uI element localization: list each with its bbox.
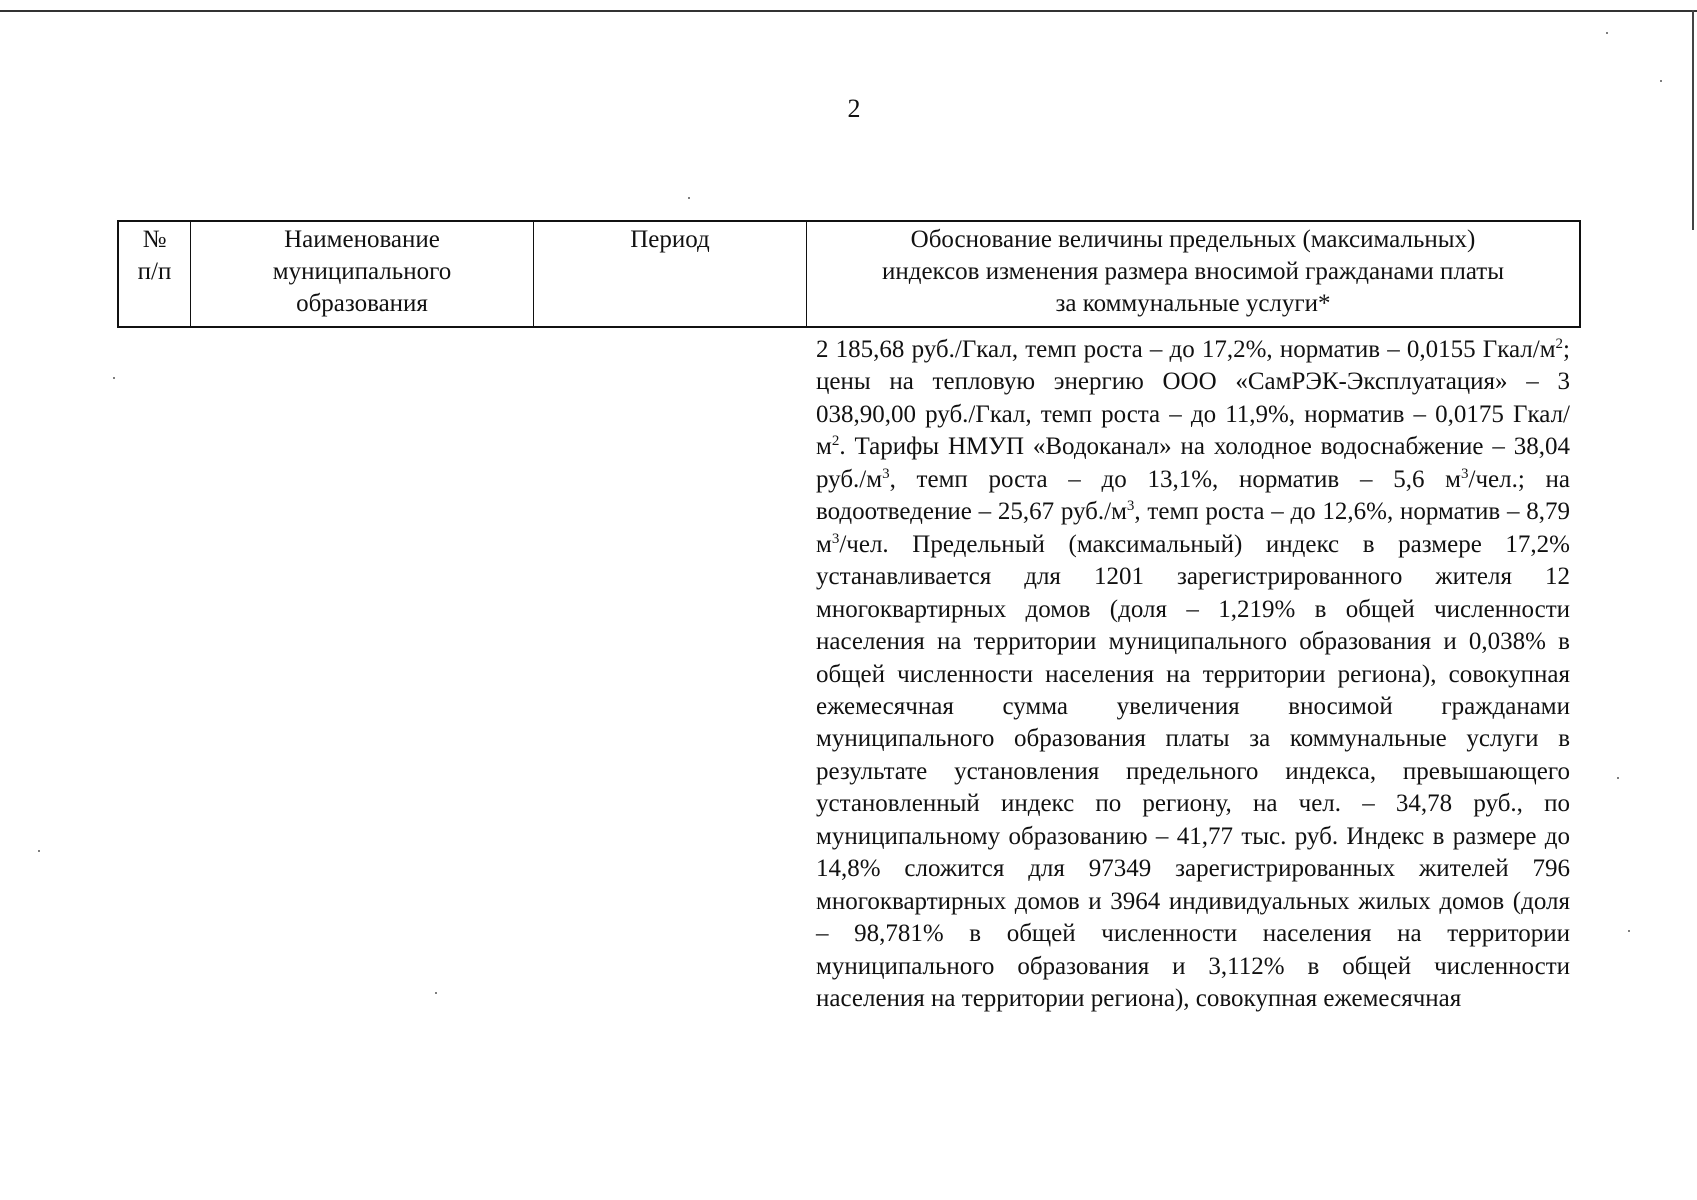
text-run: /чел. Предельный (максимальный) индекс в размере 17,2% устанавливается для 1201 зарегистрированного жителя 12 многоквартирных домов (доля – 1,219% в общей численности населения на территории муниципального образования и 0,038% в общей численности населения на территории региона), совокупная ежемесячная сумма увеличения вносимой гражданами муниципального образования платы за коммунальные услуги в результате установления предельного индекса, превышающего установленный индекс по региону, на чел. – 34,78 руб., по муниципальному образованию – 41,77 тыс. руб. Индекс в размере до 14,8% сложится для 97349 зарегистрированных жителей 796 многоквартирных домов и 3964 индивидуальных жилых домов (доля – 98,781% в общей численности населения на территории муниципального образования и 3,112% в общей численности населения на территории региона), совокупная ежемесячная — [816, 530, 1570, 1013]
superscript: 3 — [1461, 465, 1469, 482]
header-cell-number — [119, 222, 191, 326]
superscript: 2 — [831, 433, 840, 450]
header-text: п/п — [137, 258, 172, 285]
page-number: 2 — [847, 94, 861, 123]
header-text: № — [142, 226, 167, 253]
scan-speck — [688, 197, 690, 199]
scan-speck — [113, 377, 115, 379]
header-text: Период — [630, 226, 710, 253]
header-cell-basis — [807, 222, 1579, 326]
text-run: ; цены на тепловую энергию ООО «СамРЭК-Эксплуатация» – 3 038,90,00 руб./Гкал, темп роста – до 11,9%, норматив – 0,0175 Гкал/м — [816, 336, 1570, 461]
scan-speck — [1606, 32, 1608, 34]
header-text: индексов изменения размера вносимой гражданами платы — [881, 258, 1505, 285]
header-text: образования — [296, 290, 428, 317]
scan-speck — [1617, 777, 1619, 779]
table-header — [117, 220, 1581, 328]
text-run: /чел.; на водоотведение – 25,67 руб./м — [816, 465, 1570, 526]
scan-speck — [38, 850, 40, 852]
text-run: 2 185,68 руб./Гкал, темп роста – до 17,2%, норматив – 0,0155 Гкал/м — [816, 336, 1556, 363]
superscript: 3 — [882, 465, 890, 482]
basis-paragraph — [816, 334, 1570, 1016]
scan-speck — [1660, 80, 1662, 82]
scan-speck — [1628, 930, 1630, 932]
header-text: Наименование — [284, 226, 440, 253]
header-text: за коммунальные услуги* — [1055, 290, 1331, 317]
header-cell-period — [534, 222, 807, 326]
header-cell-municipality — [191, 222, 534, 326]
superscript: 3 — [831, 530, 840, 547]
scan-speck — [435, 992, 437, 994]
header-text: муниципального — [272, 258, 452, 285]
text-run: . Тарифы НМУП «Водоканал» на холодное водоснабжение – 38,04 руб./м — [816, 433, 1570, 493]
text-run: , темп роста – до 13,1%, норматив – 5,6 м — [889, 465, 1461, 493]
superscript: 2 — [1555, 336, 1564, 352]
superscript: 3 — [1126, 498, 1135, 515]
text-run: , темп роста – до 12,6%, норматив – 8,79 м — [816, 498, 1570, 558]
scan-edge-top — [0, 10, 1697, 12]
header-text: Обоснование величины предельных (максимальных) — [910, 226, 1476, 253]
